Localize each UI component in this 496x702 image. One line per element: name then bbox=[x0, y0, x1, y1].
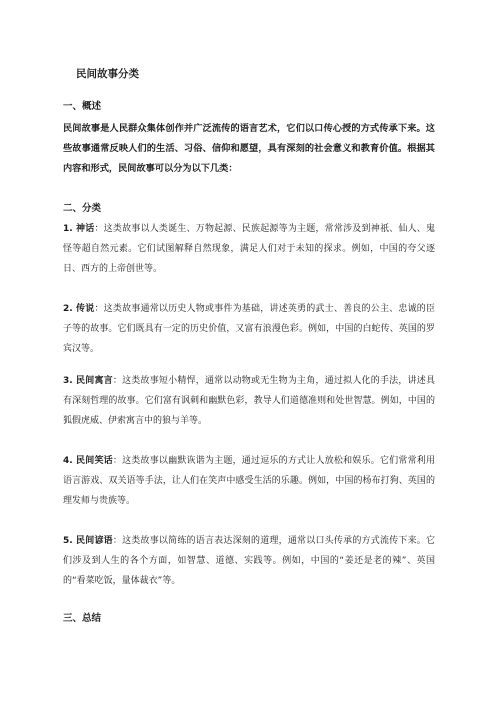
category-item bbox=[63, 531, 435, 591]
category-text: ：这类故事以幽默诙谐为主题，通过逗乐的方式让人放松和娱乐。它们常常利用语言游戏、双关语等手法，让人们在笑声中感受生活的乐趣。例如，中国的杨布打狗、英国的理发师与贵族等。 bbox=[63, 456, 435, 506]
category-label: 4. 民间笑话 bbox=[63, 456, 113, 466]
document-title: 民间故事分类 bbox=[76, 68, 139, 80]
overview-paragraph: 民间故事是人民群众集体创作并广泛流传的语言艺术，它们以口传心授的方式传承下来。这些故事通常反映人们的生活、习俗、信仰和愿望，具有深刻的社会意义和教育价值。根据其内容和形式，民间故事可以分为以下几类： bbox=[63, 123, 435, 174]
section-heading-categories: 二、分类 bbox=[63, 203, 102, 214]
category-label: 2. 传说 bbox=[63, 304, 95, 314]
category-text: ：这类故事通常以历史人物或事件为基础，讲述英勇的武士、善良的公主、忠诚的臣子等的故事。它们既具有一定的历史价值，又富有浪漫色彩。例如，中国的白蛇传、英国的罗宾汉等。 bbox=[63, 304, 435, 354]
category-text: ：这类故事短小精悍，通常以动物或无生物为主角，通过拟人化的手法，讲述具有深刻哲理的故事。它们富有讽刺和幽默色彩，教导人们道德准则和处世智慧。例如，中国的狐假虎威、伊索寓言中的狼与羊等。 bbox=[63, 376, 435, 426]
category-label: 5. 民间谚语 bbox=[63, 536, 113, 546]
category-item bbox=[63, 371, 435, 431]
category-item bbox=[63, 219, 435, 279]
category-item bbox=[63, 451, 435, 511]
section-heading-summary: 三、总结 bbox=[63, 613, 102, 624]
category-item bbox=[63, 299, 435, 359]
category-label: 3. 民间寓言 bbox=[63, 376, 113, 386]
category-text: ：这类故事以简练的语言表达深刻的道理，通常以口头传承的方式流传下来。它们涉及到人生的各个方面，如智慧、道德、实践等。例如，中国的“姜还是老的辣”、英国的“看菜吃饭，量体裁衣”等。 bbox=[63, 536, 435, 586]
section-heading-overview: 一、概述 bbox=[63, 101, 102, 112]
category-text: ：这类故事以人类诞生、万物起源、民族起源等为主题，常常涉及到神祇、仙人、鬼怪等超自然元素。它们试图解释自然现象，满足人们对于未知的探求。例如，中国的夸父逐日、西方的上帝创世等。 bbox=[63, 224, 435, 274]
category-label: 1. 神话 bbox=[63, 224, 95, 234]
